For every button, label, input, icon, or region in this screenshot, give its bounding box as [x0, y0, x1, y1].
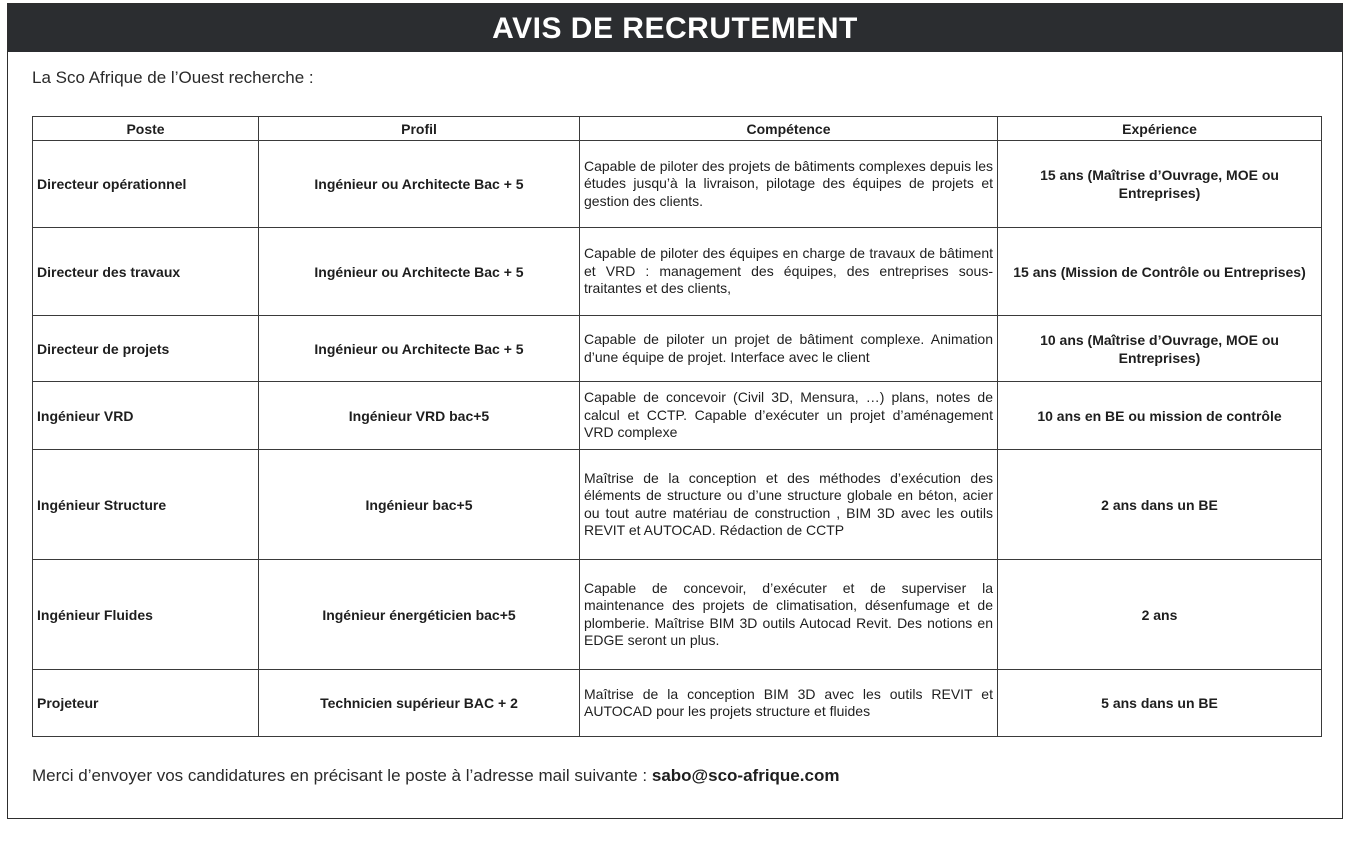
column-header-experience: Expérience — [998, 117, 1322, 141]
table-header-row — [33, 117, 1322, 141]
page-title: AVIS DE RECRUTEMENT — [8, 4, 1342, 52]
contact-email[interactable]: sabo@sco-afrique.com — [651, 766, 840, 785]
cell-poste: Ingénieur Fluides — [33, 560, 259, 670]
cell-experience: 2 ans dans un BE — [998, 450, 1322, 560]
table-row — [33, 450, 1322, 560]
announcement-frame — [7, 3, 1343, 819]
cell-profil: Ingénieur ou Architecte Bac + 5 — [259, 228, 580, 316]
job-table — [32, 116, 1322, 737]
cell-poste: Projeteur — [33, 670, 259, 737]
cell-experience: 5 ans dans un BE — [998, 670, 1322, 737]
cell-experience: 15 ans (Mission de Contrôle ou Entreprises) — [998, 228, 1322, 316]
column-header-poste: Poste — [33, 117, 259, 141]
cell-experience: 2 ans — [998, 560, 1322, 670]
footer-note — [32, 766, 839, 786]
cell-profil: Ingénieur ou Architecte Bac + 5 — [259, 141, 580, 228]
intro-text: La Sco Afrique de l’Ouest recherche : — [32, 68, 314, 87]
table-row — [33, 228, 1322, 316]
cell-profil: Ingénieur bac+5 — [259, 450, 580, 560]
table-row — [33, 670, 1322, 737]
table-row — [33, 382, 1322, 450]
cell-competence: Capable de concevoir (Civil 3D, Mensura, …) plans, notes de calcul et CCTP. Capable d’exécuter un projet d’aménagement VRD complexe — [580, 382, 998, 450]
cell-competence: Capable de concevoir, d’exécuter et de superviser la maintenance des projets de climatisation, désenfumage et de plomberie. Maîtrise BIM 3D outils Autocad Revit. Des notions en EDGE seront un plus. — [580, 560, 998, 670]
cell-poste: Directeur opérationnel — [33, 141, 259, 228]
column-header-competence: Compétence — [580, 117, 998, 141]
cell-experience: 15 ans (Maîtrise d’Ouvrage, MOE ou Entreprises) — [998, 141, 1322, 228]
table-row — [33, 141, 1322, 228]
table-row — [33, 560, 1322, 670]
table-row — [33, 316, 1322, 382]
cell-experience: 10 ans (Maîtrise d’Ouvrage, MOE ou Entreprises) — [998, 316, 1322, 382]
cell-poste: Ingénieur Structure — [33, 450, 259, 560]
cell-profil: Ingénieur énergéticien bac+5 — [259, 560, 580, 670]
cell-poste: Ingénieur VRD — [33, 382, 259, 450]
cell-poste: Directeur des travaux — [33, 228, 259, 316]
cell-competence: Maîtrise de la conception et des méthodes d’exécution des éléments de structure ou d’une structure globale en béton, acier ou tout autre matériau de construction , BIM 3D avec les outils REVIT et AUTOCAD. Rédaction de CCTP — [580, 450, 998, 560]
column-header-profil: Profil — [259, 117, 580, 141]
cell-experience: 10 ans en BE ou mission de contrôle — [998, 382, 1322, 450]
footer-text: Merci d’envoyer vos candidatures en précisant le poste à l’adresse mail suivante : — [32, 766, 652, 785]
cell-competence: Maîtrise de la conception BIM 3D avec les outils REVIT et AUTOCAD pour les projets structure et fluides — [580, 670, 998, 737]
cell-profil: Technicien supérieur BAC + 2 — [259, 670, 580, 737]
cell-profil: Ingénieur VRD bac+5 — [259, 382, 580, 450]
cell-competence: Capable de piloter un projet de bâtiment complexe. Animation d’une équipe de projet. Interface avec le client — [580, 316, 998, 382]
cell-poste: Directeur de projets — [33, 316, 259, 382]
cell-competence: Capable de piloter des équipes en charge de travaux de bâtiment et VRD : management des équipes, des entreprises sous-traitantes et des clients, — [580, 228, 998, 316]
cell-profil: Ingénieur ou Architecte Bac + 5 — [259, 316, 580, 382]
cell-competence: Capable de piloter des projets de bâtiments complexes depuis les études jusqu’à la livraison, pilotage des équipes de projets et gestion des clients. — [580, 141, 998, 228]
